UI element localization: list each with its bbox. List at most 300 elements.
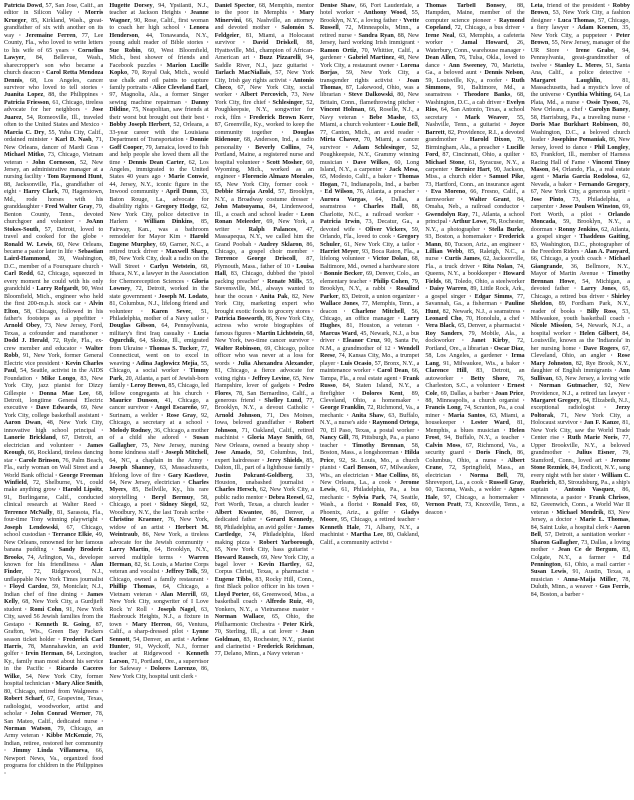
entry-description: 61, New York City, a tailor — [344, 241, 415, 248]
obituary-entry: Robby Brown, 53, New York City, a fashion designer · — [530, 3, 630, 24]
obituary-entry: Raymond Copeland, 72, Chicago, a bus driver · — [425, 17, 525, 32]
entry-description: 48, New York City, a restaurant owner — [319, 55, 420, 69]
entry-description: 87, Cincinnati, Ohio, a quilter — [442, 152, 521, 159]
obituary-entry: Pauline Hunt, 82, Newark, N.J., a seamstress · — [425, 301, 525, 315]
entry-name: Anita Shaw — [351, 412, 384, 419]
obituary-entry: Leta, friend of the president · — [530, 3, 613, 9]
entry-description: 66, Rockland, tireless dancing star — [4, 450, 104, 464]
entry-description: 91, Burlingame, Calif., conducted clinical research at Walter Reed — [4, 494, 104, 509]
obituary-entry: Gregory Hodge, 62, New York City, police detective in Harlem · — [109, 204, 209, 226]
entry-description: 64, Brooklyn, N.Y., served multiple terms — [109, 547, 209, 561]
entry-description: 73, Decatur, Ga., a devoted wife — [319, 219, 420, 233]
entry-description: 36, Chicago, a mother of a child she adored — [109, 427, 209, 442]
entry-name: Douglas Gibson — [109, 323, 155, 330]
entry-description: 83, Detroit, an autoworker — [425, 368, 525, 382]
entry-name: Dave Edwards — [36, 405, 77, 412]
entry-name: Lucille Ford — [425, 144, 525, 159]
entry-name: Agnes Hale — [425, 487, 525, 501]
entry-description: 69, New York City, college basketball assistant — [4, 405, 104, 419]
obituary-entry: Julia Ahexandra Alexander, 81, Chicago, a fierce advocate for voting rights · — [214, 360, 314, 382]
entry-name: Orlando Moncada — [530, 211, 630, 226]
obituary-entry: Howard Fields, 68, Toledo, Ohio, a steelworker · — [425, 271, 525, 293]
obituary-entry: Sandy Broderic Brooks, 74, Arlington, Va., developer known for his friendliness · — [4, 547, 104, 568]
obituary-entry: Ronald W. Lewis, 60, New Orleans, became a pastor later in life · — [4, 241, 104, 255]
entry-name: Robby Brown — [530, 3, 630, 17]
obituary-entry: Arthur Lowe, 76, Rochester, N.Y., a photographer · — [425, 219, 525, 233]
obituary-entry: Joan Thomas, 87, Lakewood, Ohio, was a librarian · — [319, 77, 420, 99]
obituary-entry: Bebe Mashe, 63, Miami, a church volunteer · — [319, 114, 420, 129]
entry-name: Martin Lichtstein — [256, 330, 304, 337]
obituary-entry: Helen Frost, 94, Buffalo, N.Y., a teacher · — [425, 427, 525, 442]
entry-name: Patricia Bosworth — [214, 316, 263, 323]
obituary-entry: Fred Walter Gray, 79, Benton County, Tenn., devoted churchgoer and volunteer · — [4, 204, 104, 226]
obituary-entry: Joseph M. Lodato, 81, Columbus, N.J., lifelong friend and volunteer · — [109, 293, 209, 315]
entry-name: Shirley Sheldon — [530, 293, 630, 308]
entry-name: Ricardo Caceres Wilke — [4, 666, 104, 680]
entry-name: Nicole Mission — [530, 323, 572, 330]
entry-name: Douglas Ridenour — [214, 129, 314, 144]
obituary-entry: Harold Dixon, 79, Birmingham, Ala., a preacher · — [425, 137, 525, 151]
obituary-entry: Gerard Kennedy, 88, Philadelphia, an avid golfer · — [214, 517, 314, 531]
entry-description: 86, New Orleans, La., a cook — [319, 472, 420, 486]
column-6 — [531, 3, 630, 797]
entry-description: 59, Brooklyn, N.Y., a doorman — [530, 219, 630, 233]
entry-description: 68, New Orleans, owned a beauty shop — [214, 435, 314, 449]
obituary-entry: Arnold Johnson, 71, Des Moines, Iowa, beloved grandfather · — [214, 412, 314, 427]
entry-description: 70, Whittier, Calif., a gardener — [319, 47, 420, 62]
entry-description: 33, Houston, unabashed journalist — [214, 472, 314, 486]
obituary-entry: Warren Herman, 82, St. Louis, a Marine Corps veteran and vocalist · — [109, 554, 209, 576]
entry-description: 82, St. Louis, a Marine Corps veteran and vocalist — [109, 561, 209, 576]
entry-name: Fernando Gregory — [578, 181, 629, 188]
entry-name: Susan Gallagher — [109, 435, 209, 449]
entry-name: Joseph Shanney — [109, 465, 155, 472]
obituary-entry: Jose Amado, 50, Columbus, Ind., expert hairdresser · — [214, 450, 314, 464]
obituary-entry: Donna Mae Lee, 68, Detroit, longtime General Electric executive · — [4, 390, 104, 412]
entry-name: Patricia Dowd — [4, 3, 43, 9]
entry-name: Theodore Banks — [463, 92, 511, 99]
entry-name: Thomas Hogan — [319, 174, 420, 188]
entry-description: 66, Chicago, a youth coach — [530, 256, 602, 263]
obituary-entry: Aaron Bell, 57, Detroit, a sanitation worker · — [530, 524, 630, 539]
entry-description: 71, Des Moines, Iowa, beloved grandfather — [214, 412, 314, 427]
entry-name: Phil Longley — [594, 144, 629, 151]
entry-description: 81, Sarasota, Fla., four-time Tony winning playwright — [4, 509, 104, 524]
entry-description: 70, Sterling, Ill., a cat lover — [214, 629, 293, 636]
entry-name: Aaron Dwan — [4, 420, 41, 427]
entry-name: Sebastian Laird-Hammond — [4, 248, 104, 263]
entry-description: 82, Rye Brook, N.Y., daughter of English immigrants — [530, 360, 630, 375]
entry-name: Bernice Hart — [454, 166, 490, 173]
obituary-entry: Buzz Pizzarelli, 94, Saddle River, N.J., jazz guitarist · — [214, 55, 314, 69]
entry-name: Charles Hersch — [214, 487, 257, 494]
entry-description: 84, Saint Luke, a hospital clerk — [530, 524, 609, 531]
entry-description: 64, La Plata, Md., a nurse — [530, 92, 630, 106]
obituary-entry: Jamal Howard, 26, Waterbury, Conn., warehouse manager · — [425, 40, 525, 54]
obituary-entry: Eleanor Cruz, 90, Santa Fe, N.M., a grandmother of 12 · — [319, 338, 420, 352]
entry-name: Frank Russo — [319, 375, 420, 390]
entry-name: William C. Ruebrich — [530, 472, 630, 486]
obituary-entry: Roy Sanders, 79, Mobile, Ala., a dockworker · — [425, 330, 525, 345]
obituary-entry: Frederick Brown Kerr, 87, Greenville, Ky., worked to keep the community together · — [214, 114, 314, 136]
entry-description: 65, Modesto, Calif., a baker — [319, 174, 392, 181]
entry-description: 83, Frankfort, Ill., member of Harness Racing Hall of Fame — [530, 152, 630, 166]
entry-description: 61, Syracuse, N.Y., a carpenter — [425, 159, 525, 173]
entry-description: 51, Santa Ana, Calif., a police detective — [530, 62, 630, 77]
obituary-entry: Hugette Dorsey, 94, Ypsilanti, N.J., teacher at Jackson Heights · — [109, 3, 209, 17]
entry-name: Harriet Meyer — [319, 248, 359, 255]
entry-description: 89, New York City, dealt a radio on the Wall Street — [109, 256, 209, 270]
entry-description: 60, New Orleans, became a pastor later in life — [4, 241, 104, 255]
obituary-entry: Bonnie Becker, 69, Denver, Colo., an elementary teacher · — [319, 271, 420, 285]
entry-description: 68, Los Angeles, cancer survivor who loved to tell stories — [4, 77, 104, 91]
obituary-entry: Stanley L. Meres, 51, Santa Ana, Calif., a police detective · — [530, 62, 630, 77]
obituary-entry: Mae Collins, 86, New Orleans, La., a cook · — [319, 472, 420, 486]
entry-description: 86, Denver, a dedicated father — [214, 509, 314, 524]
entry-name: Samuel Pike — [489, 174, 524, 181]
entry-description: 63, Buffalo, N.Y., a nurse's aide — [319, 412, 420, 427]
entry-name: Frederick Brown Kerr — [249, 114, 313, 121]
entry-name: Oscar Diaz — [493, 345, 524, 352]
obituary-entry: Charles Hall, 88, Charlotte, N.C., a railroad worker · — [319, 204, 420, 218]
obituary-entry: Walter Robinson, 69, Chicago, police officer who was never at a loss for words · — [214, 345, 314, 367]
entry-name: Mary Minervini — [214, 10, 314, 24]
obituary-entry: Marie L. Thomas, 84, Saint Luke, a hospital clerk · — [530, 517, 630, 531]
entry-name: Rose Mary Johnston — [530, 353, 630, 367]
entry-name: Kevin Hartley — [258, 561, 300, 568]
obituary-entry: Aurora Vargas, 64, Dallas, a seamstress · — [319, 196, 420, 211]
entry-name: Robert Yarborough — [259, 539, 313, 546]
entry-description: 92, Woodbury, N.Y., the last Torah scribe — [109, 502, 209, 516]
entry-description: 84, Louisville, known as the 'Indianola' in her nursing home — [530, 330, 630, 352]
entry-name: Gwendolyn Ray — [425, 211, 469, 218]
entry-description: 49, Yonkers, N.Y., a Vietnamese master — [214, 599, 314, 613]
obituary-entry: Susan Lewis, 91, Austin, Texas, a musician · — [530, 569, 630, 583]
obituary-entry: Timmy Park, 20, Atlanta, a part of Jewish-born family · — [109, 368, 209, 390]
obituary-entry: James Kelly, 68, New York City, a Gurdjieff student · — [4, 591, 104, 613]
entry-description: 83, Colgate, N.Y., a farmer — [530, 547, 630, 561]
entry-description: 66, Nashville, an attorney and devoted mother — [214, 17, 314, 32]
obituary-entry: Mike Longo, 83, New York City, jazz pianist for Dizzy Gillespie · — [4, 375, 104, 397]
obituary-entry: Vernon Pratt, 73, Knoxville, Tenn., a deacon · — [425, 502, 525, 516]
obituary-entry: James Cartledge, 74, Philadelphia, liked making pizza · — [214, 524, 314, 546]
entry-description: 85, Bellville, Ky., his rare storytelling — [109, 487, 209, 501]
obituary-entry: Joseph Lendowski, 67, Chicago, school custodian · — [4, 524, 104, 539]
entry-name: Kenneth Hale — [319, 524, 359, 531]
entry-name: Victor Dolan — [372, 256, 408, 263]
entry-name: Arnold Johnson — [214, 412, 261, 419]
entry-description: 78, Pittsburgh, Pa., a piano teacher — [319, 435, 420, 449]
entry-description: 81, Memphis, a blues musician — [425, 420, 525, 434]
entry-name: Dean Allen — [425, 55, 456, 62]
entry-description: 61, Philadelphia, Pa., a bus mechanic — [319, 487, 420, 501]
entry-name: Pedro Flores — [214, 383, 314, 397]
obituary-entry: William C. Ruebrich, 83, Stroudsburg, Pa., a ship's captain · — [530, 472, 630, 494]
entry-description: 77, Memphis, Tenn., a deacon — [319, 301, 420, 315]
obituary-entry: Norman Watson, 79, Chicago, an Army veteran · — [4, 725, 104, 740]
entry-description: 81, Chicago, a fierce advocate for voting rights — [214, 368, 314, 382]
entry-description: 72, Richmond, Va., a mechanic — [319, 405, 420, 419]
entry-name: Nancy Gill — [319, 435, 349, 442]
entry-name: Jeffrey Levine — [251, 375, 290, 382]
entry-name: Herbert M. Weintraub — [109, 524, 209, 539]
entry-description: 81, Miami, a Holocaust survivor — [214, 32, 314, 47]
entry-description: 64, New Jersey, electrician — [109, 480, 180, 486]
entry-description: 73, New Jersey, Ford, Texas, a cofounder and marathoner — [4, 323, 104, 337]
entry-description: 84, Endicott, N.Y., sang every night with her sister — [530, 465, 630, 479]
entry-name: Francis Long — [425, 405, 461, 412]
obituary-entry: Joseph Nagel, 63, Hasbrouck Heights, N.J., a fixture in town · — [109, 606, 209, 628]
entry-name: Lynne Sennott — [109, 629, 209, 643]
obituary-entry: Oliver Vickers, 59, Orlando, Fla., loved to cook · — [319, 226, 420, 241]
obituary-entry: Ed Pennington, 61, Ohio, a mail carrier · — [530, 554, 630, 568]
obituary-entry: Lanorie Brickland, 67, Detroit, an electrician and volunteer · — [4, 435, 104, 449]
entry-name: Vincent Tinoy Mason — [530, 159, 630, 173]
entry-name: Patricia Friesson — [4, 99, 49, 106]
entry-description: 86, New York, a tireless advocate for the Jewish community — [109, 532, 209, 546]
entry-name: Anna-Maija Miller — [563, 576, 617, 583]
entry-name: Terrance Elkie — [52, 532, 92, 539]
obituary-entry: John Conrad Werner, 78, San Mateo, Calif., dedicated nurse · — [4, 711, 104, 725]
entry-description: 62, New York City, a public radio mentor — [214, 487, 314, 501]
entry-description: 84, Boston, a barber — [530, 591, 581, 598]
entry-name: Ronny Jenkins — [558, 226, 598, 233]
obituary-entry: Albert Percovich, 73, New York City, fire chief · — [214, 92, 314, 106]
obituary-entry: Jerome Lewis, 61, Philadelphia, Pa., a bus mechanic · — [319, 480, 420, 501]
entry-name: David Driskell — [252, 40, 297, 47]
obituary-entry: Gregory Schuler, 61, New York City, a tailor · — [319, 234, 420, 248]
entry-description: 68, New York, two-time cancer survivor — [214, 330, 314, 345]
entry-name: Michael Mitko — [4, 152, 44, 159]
obituary-entry: Sandra Ryan, 88, New Jersey, hard working Irish immigrant · — [319, 32, 420, 47]
entry-description: 69, Phoenix, Ariz., a golfer — [319, 502, 420, 516]
entry-name: Jose Pinto — [530, 196, 564, 203]
entry-name: Walter Grant — [468, 196, 510, 203]
obituary-entry: Timothy Brennan, 58, Boston, Mass., a longshoreman · — [319, 442, 420, 457]
entry-description: 52, New Jersey, an administrative manager at a nursing facility — [4, 159, 104, 181]
entry-description: 80, Oakland, Calif., a community activist — [319, 532, 420, 546]
entry-name: George Freeman Winfield — [4, 472, 104, 486]
entry-description: 59, Orlando, Fla., loved to cook — [319, 226, 420, 241]
entry-name: Yvette Russell — [319, 17, 420, 32]
entry-name: Frederick Reichman — [257, 643, 313, 650]
obituary-entry: Patricia Irwin, 73, Decatur, Ga., a devoted wife · — [319, 219, 420, 233]
entry-description: 76, Indian, retiree, restored her community — [4, 733, 104, 747]
entry-description: 85, Fairway, Kan., was a bathroom remodeler for Mayor Kim — [109, 219, 209, 241]
obituary-entry: Christine Kraemer, 76, New York, widow of an artist · — [109, 517, 209, 531]
obituary-entry: Patricia Friesson, 61, Chicago, tireless advocate for her neighbors · — [4, 99, 104, 114]
obituary-entry: Alan A. Panyard, 66, Chicago, a youth coach · — [530, 248, 630, 263]
obituary-entry: Ruth Marie Noris, 77, Upper Brookville, N.Y., a beloved grandmother · — [530, 435, 630, 457]
obituary-entry: Julius Eisner, 79, Stamford, Conn., loved art · — [530, 450, 630, 464]
obituary-entry: Robert Scharf, 67, Grapevine, Texas, radiologist, woodworker, artist and scholar · — [4, 696, 104, 718]
entry-name: Clarence Hill — [425, 368, 467, 375]
entry-description: 88, Jacksonville, Fla., grandfather of eight — [4, 181, 104, 196]
entry-description: 49, New Orleans, renowned for her famous banana pudding — [4, 532, 104, 554]
entry-name: Sue Robin — [109, 47, 141, 54]
entry-name: Charles Hall — [363, 204, 403, 211]
obituary-entry: Doris Mae Burkhart Robinson, 80, Washington, D.C., a beloved church leader · — [530, 122, 630, 144]
obituary-entry: Vera Black, 65, Denver, a pharmacist · — [425, 323, 525, 330]
entry-name: Leroy Brown — [130, 383, 166, 390]
entry-description: 69, Garner, N.C., a retired truck driver — [109, 241, 209, 255]
entry-name: Philip Cohen — [373, 278, 409, 285]
entry-description: 71, Atlanta, a school principal — [425, 211, 525, 226]
entry-description: 74, Seattle, Wash., a florist — [319, 494, 420, 509]
entry-description: 57, Chicago, a fiery lawyer — [530, 17, 630, 32]
entry-description: 54, New York City, former hospital technician — [4, 673, 104, 688]
obituary-entry: Adam Koenen, 35, New York City, a puppeteer · — [530, 25, 630, 39]
entry-name: Margaret Laughlin — [530, 77, 601, 84]
entry-description: 85, Raleigh, N.C., a nurse — [425, 248, 525, 263]
entry-name: Aaron Bell — [530, 524, 630, 539]
entry-name: Frederick Carl Harris — [4, 636, 104, 650]
entry-description: 65, New York City, bass guitarist — [214, 547, 308, 554]
obituary-entry: Jeanne Wagner, 90, Rose, Calif., first woman to coach her high school · — [109, 10, 209, 32]
obituary-entry: Anthony Wood, 55, Brooklyn, N.Y., a loving father · — [319, 10, 420, 24]
obituary-entry: Jerzy Poltorak, 71, New York City, a Holocaust survivor · — [530, 405, 630, 427]
column-1 — [4, 3, 103, 797]
entry-name: Maxwell Sharp — [165, 248, 208, 255]
obituary-entry: Mary Herron, 66, Ventura, Calif., a sharp-dressed pilot · — [109, 621, 209, 636]
entry-name: Josephine Pomaniak — [551, 137, 606, 144]
obituary-entry: Alan Merrill, 69, New York City, songwriter of I Love Rock 'n' Roll · — [109, 591, 209, 613]
obituary-entry: Jeremaine Ferren, 77, Lee County, Fla., who loved to write letters to his wife of 65 years · — [4, 32, 104, 54]
obituary-entry: Aaron Dwan, 48, New York City, innovative high school principal · — [4, 420, 104, 434]
obituary-entry: Joyce Barrett, 82, Providence, R.I., a devoted grandmother · — [425, 122, 525, 144]
entry-name: Helen Gilbert — [579, 330, 618, 337]
entry-description: 75, New Jersey, nursing home kindness staff — [109, 442, 209, 457]
obituary-entry: Terrance Elkie, 49, New Orleans, renowned for her famous banana pudding · — [4, 532, 104, 554]
entry-description: 59, Louisville, Ky., a roofer — [425, 77, 502, 84]
entry-description: 84, Lindenwood, Ill., a coach and school leader — [214, 204, 314, 218]
entry-description: 77, Delano, Minn., a Navy veteran — [214, 651, 300, 658]
entry-name: Michael Stone — [425, 159, 465, 166]
entry-name: Peter Kirk — [282, 621, 313, 628]
obituary-entry: Betty Shore, 76, Charleston, S.C., a volunteer · — [425, 375, 525, 390]
entry-description: 84, Staten Island, N.Y., a firefighter — [319, 383, 420, 397]
entry-name: Ossie Tyson — [586, 99, 619, 106]
entry-name: Carolyn Baney — [588, 107, 629, 114]
entry-name: Stanley L. Meres — [554, 62, 602, 69]
entry-description: 72, Minneapolis, Minn., a retired nurse — [319, 25, 420, 39]
obituary-entry: Jan F. Kanze, 81, New York City, saw the World Trade Center rise · — [530, 420, 630, 442]
entry-name: Patricia Irwin — [319, 219, 360, 226]
entry-name: Marcia C. Dry — [4, 129, 45, 136]
entry-name: Thaddeus Gaiting — [579, 234, 629, 241]
entry-description: friend of the president — [546, 3, 605, 9]
entry-name: Alice Cleveland Earl — [152, 84, 208, 91]
entry-description: 70, Marietta, Ga., a beloved aunt — [425, 62, 525, 77]
obituary-entry: Cynthia Whiting, 64, La Plata, Md., a nurse · — [530, 92, 630, 106]
obituary-entry: Martha Lee, 80, Oakland, Calif., a community activist · — [319, 532, 420, 546]
entry-name: Walter Robinson — [214, 345, 261, 352]
obituary-entry: Sylvia Park, 74, Seattle, Wash., a florist · — [319, 494, 420, 509]
entry-name: Harold Dixon — [469, 137, 510, 144]
entry-description: 57, Bronx, N.Y., a maintenance worker — [319, 360, 420, 375]
entry-description: 62, Nevada, a baker — [530, 174, 630, 188]
entry-name: Frederick Mann — [425, 234, 525, 248]
entry-name: Sylvia Park — [352, 494, 385, 501]
obituary-entry: Alice Cleveland Earl, 97, Magnolia, Ala., a former Singer sewing machine repairman · — [109, 84, 209, 106]
obituary-entry: Maria Garcia Rodolosa, 62, Nevada, a baker · — [530, 174, 630, 188]
obituary-entry: Alan Finder, 72, Ridgewood, N.J., unflappable New York Times journalist · — [4, 561, 104, 591]
obituary-entry: Thomas Hogan, 71, Indianapolis, Ind., a barber · — [319, 174, 420, 196]
entry-description: 97, Chicago, a homemaker — [443, 494, 519, 501]
obituary-entry: Debra Reesel, 62, Fort Worth, Texas, a church leader · — [214, 494, 314, 509]
entry-description: 68, Washington, D.C., a cab driver — [425, 92, 525, 106]
entry-description: 94, Ypsilanti, N.J., teacher at Jackson Heights — [109, 3, 209, 17]
obituary-entry: George Franklin, 72, Richmond, Va., a mechanic · — [319, 405, 420, 419]
entry-name: Marcus Ward — [319, 330, 357, 337]
obituary-entry: Samuel Pike, 73, Hartford, Conn., an insurance agent · — [425, 174, 525, 196]
obituary-entry: Maria Santos, 63, Miami, a housekeeper · — [425, 412, 525, 427]
obituary-entry: Carl Benson, 67, Milwaukee, Wis., an electrician · — [319, 465, 420, 479]
entry-name: Ernest Cole — [425, 383, 525, 397]
obituary-entry: Carole Brinson, 76, Palm Beach, Fla., early woman on Wall Street and a World Bank official · — [4, 457, 104, 479]
entry-description: 83, Rocky Hill, Conn., first Black police officer in his town — [214, 576, 314, 591]
entry-description: 69, Denver, Colo., an elementary teacher — [319, 271, 420, 285]
obituary-entry: Terrence McNally, 81, Sarasota, Fla., four-time Tony winning playwright · — [4, 509, 104, 524]
entry-description: 69, Fort Worth, a pilot — [530, 204, 630, 218]
obituary-entry: Ernest Cole, 69, Dallas, a barber · — [425, 383, 525, 397]
entry-name: Roy Sanders — [425, 330, 462, 337]
entry-description: 66, Ventura, Calif., a sharp-dressed pilot — [109, 621, 209, 636]
obituary-entry: Gus Ferris, 84, Boston, a barber · — [530, 584, 630, 598]
entry-description: 62, Fort Worth, Texas, a church leader — [214, 494, 314, 509]
entry-description: 90, West Bloomfield, Mich., engineer who held the first 200-m.p.h. stock car — [4, 286, 104, 308]
obituary-entry: Larry Martin, 64, Brooklyn, N.Y., served multiple terms · — [109, 547, 209, 561]
entry-description: 65, Denver, a pharmacist — [458, 323, 521, 330]
obituary-entry: Dave Wilkes, 60, Long Island, N.Y., a carpenter · — [319, 159, 420, 173]
entry-name: Edgar Simms — [474, 293, 513, 300]
entry-name: Evelyn Rios — [425, 99, 525, 114]
obituary-entry: Floyd Cardoz, 59, Montclair, N.J., Indian chef of fine dining · — [4, 584, 104, 598]
entry-name: Larry Rofgardt — [36, 286, 78, 293]
entry-name: Eugene Tibbs — [214, 576, 252, 583]
obituary-entry: Juanita Lopez, 88, the Philippines · — [4, 92, 104, 99]
obituary-entry: Nancy Gill, 78, Pittsburgh, Pa., a piano teacher · — [319, 435, 420, 449]
obituary-entry: Frank Russo, 84, Staten Island, N.Y., a firefighter · — [319, 375, 420, 397]
obituary-entry: Peter Brown, 55, New Jersey, manager of the UR Store · — [530, 32, 630, 54]
obituary-entry: Cornelius Lawyer, 84, Bellevue, Wash., sharecropper's son who became a church deacon · — [4, 47, 104, 77]
obituary-entry: Martin Lichtstein, 68, New York, two-time cancer survivor · — [214, 330, 314, 345]
obituary-entry: Vincent Holman, 66, Roselle, N.J., a Navy veteran · — [319, 107, 420, 121]
obituary-entry: Edgar Simms, 77, Savannah, Ga., a fisherman · — [425, 293, 525, 308]
entry-description: 60, Long Island, N.Y., a carpenter — [319, 159, 420, 173]
column-2 — [109, 3, 208, 797]
obituary-entry: Maurice Dunson, 41, Chicago, a cancer survivor · — [109, 398, 209, 412]
entry-name: Timothy Brennan — [352, 442, 404, 449]
entry-description: 85, Kirkland, Wash., great-grandfather of six with another on its way — [4, 17, 104, 39]
entry-description: 54, Michigan, a devoted father — [530, 278, 630, 293]
entry-name: Walter Robb — [4, 345, 104, 360]
obituary-entry: Kibbe McKenzie, 76, Indian, retiree, restored her community · — [4, 733, 104, 755]
entry-name: Lenora Henderson — [109, 25, 209, 39]
entry-description: 54, Seattle, activist in the AIDS Foundation — [4, 368, 104, 382]
entry-description: 88, New Jersey, hard working Irish immigrant — [319, 32, 420, 47]
obituary-entry: Francis Long, 74, Scranton, Pa., a coal miner · — [425, 405, 525, 419]
obituary-entry: Clarence Hill, 83, Detroit, an autoworker · — [425, 368, 525, 382]
entry-name: Beverly Collins — [255, 144, 300, 151]
obituary-entry: Russell Gray, 60, Tacoma, Wash., a welder · — [425, 480, 525, 494]
obituary-entry: Margaret Gregory, 84, Elizabeth, N.J., exceptional radiologist · — [530, 398, 630, 412]
obituary-entry: Gwendolyn Ray, 71, Atlanta, a school principal · — [425, 211, 525, 226]
obituary-entry: Herbert M. Weintraub, 86, New York, a tireless advocate for the Jewish community · — [109, 524, 209, 546]
entry-description: 33, Baton Rouge, La., advocate for disability rights — [109, 189, 209, 211]
entry-description: 83, New York City, jazz pianist for Dizzy Gillespie — [4, 375, 104, 397]
obituary-entry: Pedro Flores, 78, San Bernardino, Calif., a generous friend · — [214, 383, 314, 405]
